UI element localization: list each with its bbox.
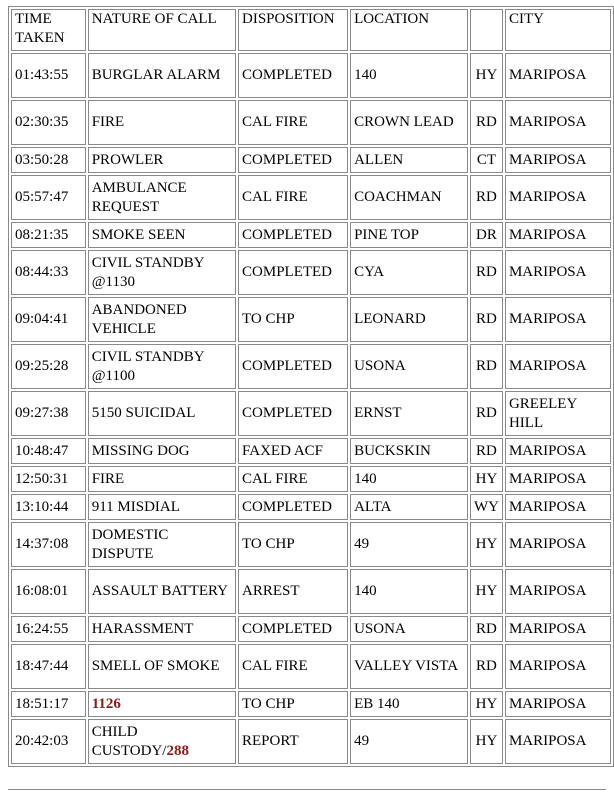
- cell-nature-of-call: [88, 719, 236, 764]
- cell-time: [11, 147, 86, 173]
- cell-time: [11, 466, 86, 492]
- cell-disposition: [238, 147, 348, 173]
- table-row: [11, 438, 611, 464]
- cell-nature-of-call: [88, 691, 236, 717]
- cell-time-text: 01:43:55: [15, 67, 69, 83]
- cell-location-text: EB 140: [354, 695, 400, 712]
- cell-city: [505, 522, 611, 567]
- cell-location: [350, 494, 468, 520]
- header-disposition: DISPOSITION: [238, 9, 348, 51]
- header-time-taken: TIME TAKEN: [11, 9, 86, 51]
- cell-nature-of-call-text: CIVIL STANDBY @1130: [91, 254, 204, 290]
- cell-location: [350, 391, 468, 436]
- cell-street-type-text: RD: [476, 114, 497, 130]
- cell-street-type-text: RD: [476, 442, 497, 459]
- cell-time: [11, 175, 86, 220]
- cell-nature-of-call-text: ABANDONED VEHICLE: [91, 301, 187, 337]
- cell-street-type-text: RD: [476, 189, 497, 205]
- cell-city-text: GREELEY HILL: [508, 395, 577, 431]
- cell-city-text: MARIPOSA: [508, 620, 587, 637]
- cell-city: [505, 100, 611, 145]
- cell-location: [350, 691, 468, 717]
- cell-disposition: [238, 644, 348, 689]
- cell-location-text: USONA: [354, 620, 406, 637]
- cell-location: [350, 719, 468, 764]
- header-street-type: [470, 9, 503, 51]
- cell-nature-of-call: [88, 297, 236, 342]
- cell-city-text: MARIPOSA: [508, 733, 587, 749]
- cell-street-type-text: RD: [476, 358, 497, 374]
- cell-location: [350, 569, 468, 614]
- cell-street-type-text: HY: [475, 67, 498, 83]
- cell-time: [11, 250, 86, 295]
- cell-nature-of-call: [88, 644, 236, 689]
- cell-disposition-text: COMPLETED: [242, 151, 333, 168]
- cell-location: [350, 616, 468, 642]
- cell-location: [350, 466, 468, 492]
- table-row: [11, 344, 611, 389]
- cell-nature-of-call: [88, 175, 236, 220]
- cell-nature-of-call-text: FIRE: [91, 470, 125, 487]
- cell-city-text: MARIPOSA: [508, 311, 587, 327]
- cell-street-type: [470, 719, 503, 764]
- table-row: [11, 147, 611, 173]
- cell-time-text: 20:42:03: [15, 733, 69, 749]
- cell-disposition-text: COMPLETED: [242, 405, 333, 421]
- cell-street-type-text: HY: [475, 470, 498, 487]
- cell-street-type-text: HY: [475, 583, 498, 599]
- cell-location: [350, 147, 468, 173]
- cell-location-text: 49: [354, 536, 370, 552]
- table-row: [11, 719, 611, 764]
- cell-street-type: [470, 175, 503, 220]
- table-row: [11, 222, 611, 248]
- cell-location: [350, 522, 468, 567]
- cell-street-type-text: CT: [476, 151, 497, 168]
- cell-city: [505, 438, 611, 464]
- cell-disposition: [238, 522, 348, 567]
- cell-time-text: 09:27:38: [15, 405, 69, 421]
- cell-disposition-text: CAL FIRE: [242, 114, 308, 130]
- cell-time-text: 16:08:01: [15, 583, 69, 599]
- cell-time: [11, 644, 86, 689]
- cell-nature-of-call: [88, 147, 236, 173]
- cell-nature-of-call-text: SMOKE SEEN: [91, 226, 186, 243]
- cell-street-type: [470, 438, 503, 464]
- cell-city-text: MARIPOSA: [508, 189, 587, 205]
- cell-nature-of-call-text: 911 MISDIAL: [91, 498, 180, 515]
- cell-city-text: MARIPOSA: [508, 583, 587, 599]
- cell-street-type-text: HY: [475, 733, 498, 749]
- cell-time: [11, 719, 86, 764]
- cell-time: [11, 344, 86, 389]
- cell-nature-of-call-text: CHILD CUSTODY/: [91, 723, 167, 759]
- cell-city-text: MARIPOSA: [508, 536, 587, 552]
- cell-location-text: CYA: [354, 264, 385, 280]
- header-city: CITY: [505, 9, 611, 51]
- cell-disposition-text: TO CHP: [242, 695, 295, 712]
- cell-disposition-text: CAL FIRE: [242, 470, 308, 487]
- cell-disposition-text: COMPLETED: [242, 358, 333, 374]
- cell-disposition: [238, 53, 348, 98]
- cell-location-text: CROWN LEAD: [354, 114, 454, 130]
- cell-city-text: MARIPOSA: [508, 442, 587, 459]
- cell-street-type: [470, 250, 503, 295]
- cell-city: [505, 53, 611, 98]
- cell-location-text: VALLEY VISTA: [354, 658, 459, 674]
- cell-city: [505, 616, 611, 642]
- call-log-body: [11, 53, 611, 764]
- cell-city-text: MARIPOSA: [508, 67, 587, 83]
- cell-city-text: MARIPOSA: [508, 695, 587, 712]
- cell-time-text: 10:48:47: [15, 442, 69, 459]
- cell-location-text: USONA: [354, 358, 406, 374]
- cell-city: [505, 297, 611, 342]
- cell-location: [350, 438, 468, 464]
- cell-city: [505, 466, 611, 492]
- cell-nature-of-call: [88, 222, 236, 248]
- cell-disposition: [238, 222, 348, 248]
- cell-nature-of-call-text: DOMESTIC DISPUTE: [91, 526, 169, 562]
- cell-nature-of-call: [88, 466, 236, 492]
- cell-disposition: [238, 297, 348, 342]
- cell-location: [350, 222, 468, 248]
- table-row: [11, 569, 611, 614]
- header-nature-of-call: NATURE OF CALL: [88, 9, 236, 51]
- cell-time-text: 09:25:28: [15, 358, 69, 374]
- cell-location-text: 49: [354, 733, 370, 749]
- cell-street-type: [470, 344, 503, 389]
- cell-disposition: [238, 691, 348, 717]
- cell-time-text: 12:50:31: [15, 470, 69, 487]
- cell-disposition: [238, 569, 348, 614]
- cell-street-type: [470, 297, 503, 342]
- cell-nature-of-call-text: BURGLAR ALARM: [91, 67, 221, 83]
- cell-time: [11, 438, 86, 464]
- cell-time-text: 13:10:44: [15, 498, 69, 515]
- cell-street-type-text: RD: [476, 264, 497, 280]
- cell-disposition-text: CAL FIRE: [242, 658, 308, 674]
- cell-disposition-text: COMPLETED: [242, 620, 333, 637]
- cell-nature-of-call-text: 5150 SUICIDAL: [91, 405, 196, 421]
- table-row: [11, 391, 611, 436]
- cell-street-type: [470, 53, 503, 98]
- table-row: [11, 494, 611, 520]
- cell-location-text: ERNST: [354, 405, 402, 421]
- cell-nature-of-call: [88, 250, 236, 295]
- cell-time-text: 16:24:55: [15, 620, 69, 637]
- cell-city: [505, 691, 611, 717]
- cell-disposition-text: TO CHP: [242, 536, 295, 552]
- cell-location-text: 140: [354, 67, 377, 83]
- cell-time: [11, 391, 86, 436]
- cell-nature-of-call: [88, 494, 236, 520]
- cell-nature-of-call-text: CIVIL STANDBY @1100: [91, 348, 204, 384]
- cell-street-type: [470, 644, 503, 689]
- cell-city: [505, 344, 611, 389]
- cell-nature-of-call-text: ASSAULT BATTERY: [91, 583, 229, 599]
- cell-city: [505, 250, 611, 295]
- cell-disposition-text: COMPLETED: [242, 264, 333, 280]
- bottom-rule: [8, 789, 606, 790]
- cell-city-text: MARIPOSA: [508, 114, 587, 130]
- call-code: 288: [166, 742, 189, 759]
- cell-time: [11, 297, 86, 342]
- cell-location-text: COACHMAN: [354, 189, 442, 205]
- cell-street-type: [470, 391, 503, 436]
- call-log-table: [8, 6, 614, 767]
- cell-nature-of-call: [88, 391, 236, 436]
- cell-disposition: [238, 719, 348, 764]
- cell-street-type-text: RD: [476, 620, 497, 637]
- cell-disposition: [238, 466, 348, 492]
- cell-street-type: [470, 100, 503, 145]
- cell-city-text: MARIPOSA: [508, 470, 587, 487]
- cell-city: [505, 569, 611, 614]
- cell-location: [350, 250, 468, 295]
- cell-street-type: [470, 494, 503, 520]
- cell-city: [505, 222, 611, 248]
- table-row: [11, 250, 611, 295]
- cell-city: [505, 719, 611, 764]
- cell-city-text: MARIPOSA: [508, 226, 587, 243]
- cell-city-text: MARIPOSA: [508, 264, 587, 280]
- cell-city: [505, 391, 611, 436]
- cell-disposition-text: TO CHP: [242, 311, 295, 327]
- cell-street-type: [470, 147, 503, 173]
- cell-disposition-text: ARREST: [242, 583, 300, 599]
- cell-nature-of-call: [88, 100, 236, 145]
- cell-time-text: 09:04:41: [15, 311, 69, 327]
- cell-disposition-text: COMPLETED: [242, 67, 333, 83]
- cell-disposition: [238, 494, 348, 520]
- cell-street-type-text: RD: [476, 405, 497, 421]
- cell-location-text: 140: [354, 470, 377, 487]
- cell-location-text: BUCKSKIN: [354, 442, 431, 459]
- cell-location-text: ALLEN: [354, 151, 404, 168]
- cell-time-text: 14:37:08: [15, 536, 69, 552]
- table-row: [11, 175, 611, 220]
- table-row: [11, 53, 611, 98]
- cell-street-type: [470, 616, 503, 642]
- table-row: [11, 644, 611, 689]
- cell-nature-of-call: [88, 522, 236, 567]
- cell-location: [350, 344, 468, 389]
- cell-disposition: [238, 175, 348, 220]
- cell-street-type: [470, 569, 503, 614]
- cell-street-type: [470, 522, 503, 567]
- cell-city: [505, 175, 611, 220]
- cell-city-text: MARIPOSA: [508, 151, 587, 168]
- cell-disposition-text: CAL FIRE: [242, 189, 308, 205]
- cell-time: [11, 222, 86, 248]
- cell-disposition-text: COMPLETED: [242, 498, 333, 515]
- cell-nature-of-call-text: PROWLER: [91, 151, 164, 168]
- cell-time-text: 02:30:35: [15, 114, 69, 130]
- cell-time: [11, 100, 86, 145]
- cell-disposition: [238, 616, 348, 642]
- table-row: [11, 616, 611, 642]
- cell-time: [11, 691, 86, 717]
- cell-street-type: [470, 691, 503, 717]
- cell-location: [350, 100, 468, 145]
- table-row: [11, 691, 611, 717]
- table-row: [11, 522, 611, 567]
- cell-city: [505, 644, 611, 689]
- cell-disposition-text: COMPLETED: [242, 226, 333, 243]
- cell-location-text: 140: [354, 583, 377, 599]
- cell-street-type: [470, 466, 503, 492]
- cell-time-text: 08:44:33: [15, 264, 69, 280]
- cell-location-text: PINE TOP: [354, 226, 419, 243]
- cell-location-text: LEONARD: [354, 311, 426, 327]
- cell-nature-of-call-text: FIRE: [91, 114, 125, 130]
- cell-street-type-text: DR: [476, 226, 497, 243]
- cell-disposition-text: REPORT: [242, 733, 299, 749]
- cell-time-text: 18:51:17: [15, 695, 69, 712]
- cell-street-type-text: RD: [476, 311, 497, 327]
- cell-nature-of-call: [88, 53, 236, 98]
- cell-disposition: [238, 391, 348, 436]
- cell-time: [11, 616, 86, 642]
- cell-time: [11, 53, 86, 98]
- cell-disposition-text: FAXED ACF: [242, 442, 324, 459]
- cell-disposition: [238, 438, 348, 464]
- cell-location: [350, 644, 468, 689]
- cell-street-type-text: HY: [475, 695, 498, 712]
- cell-nature-of-call-text: SMELL OF SMOKE: [91, 658, 220, 674]
- cell-city-text: MARIPOSA: [508, 358, 587, 374]
- cell-street-type-text: WY: [473, 498, 499, 515]
- cell-location: [350, 53, 468, 98]
- cell-time: [11, 522, 86, 567]
- cell-disposition: [238, 100, 348, 145]
- cell-city-text: MARIPOSA: [508, 498, 587, 515]
- cell-street-type-text: HY: [475, 536, 498, 552]
- cell-nature-of-call: [88, 438, 236, 464]
- cell-disposition: [238, 250, 348, 295]
- cell-street-type: [470, 222, 503, 248]
- cell-city: [505, 147, 611, 173]
- cell-location: [350, 297, 468, 342]
- cell-disposition: [238, 344, 348, 389]
- table-row: [11, 297, 611, 342]
- cell-nature-of-call-text: MISSING DOG: [91, 442, 190, 459]
- header-row: [11, 9, 611, 51]
- header-location: LOCATION: [350, 9, 468, 51]
- cell-time-text: 18:47:44: [15, 658, 69, 674]
- cell-nature-of-call-text: AMBULANCE REQUEST: [91, 179, 187, 215]
- cell-city: [505, 494, 611, 520]
- cell-nature-of-call: [88, 569, 236, 614]
- cell-nature-of-call: [88, 344, 236, 389]
- cell-time: [11, 569, 86, 614]
- cell-street-type-text: RD: [476, 658, 497, 674]
- table-row: [11, 100, 611, 145]
- cell-location: [350, 175, 468, 220]
- cell-city-text: MARIPOSA: [508, 658, 587, 674]
- cell-time: [11, 494, 86, 520]
- call-code: 1126: [91, 695, 121, 712]
- cell-time-text: 05:57:47: [15, 189, 69, 205]
- cell-location-text: ALTA: [354, 498, 392, 515]
- table-row: [11, 466, 611, 492]
- cell-time-text: 08:21:35: [15, 226, 69, 243]
- cell-nature-of-call: [88, 616, 236, 642]
- cell-nature-of-call-text: HARASSMENT: [91, 620, 194, 637]
- cell-time-text: 03:50:28: [15, 151, 69, 168]
